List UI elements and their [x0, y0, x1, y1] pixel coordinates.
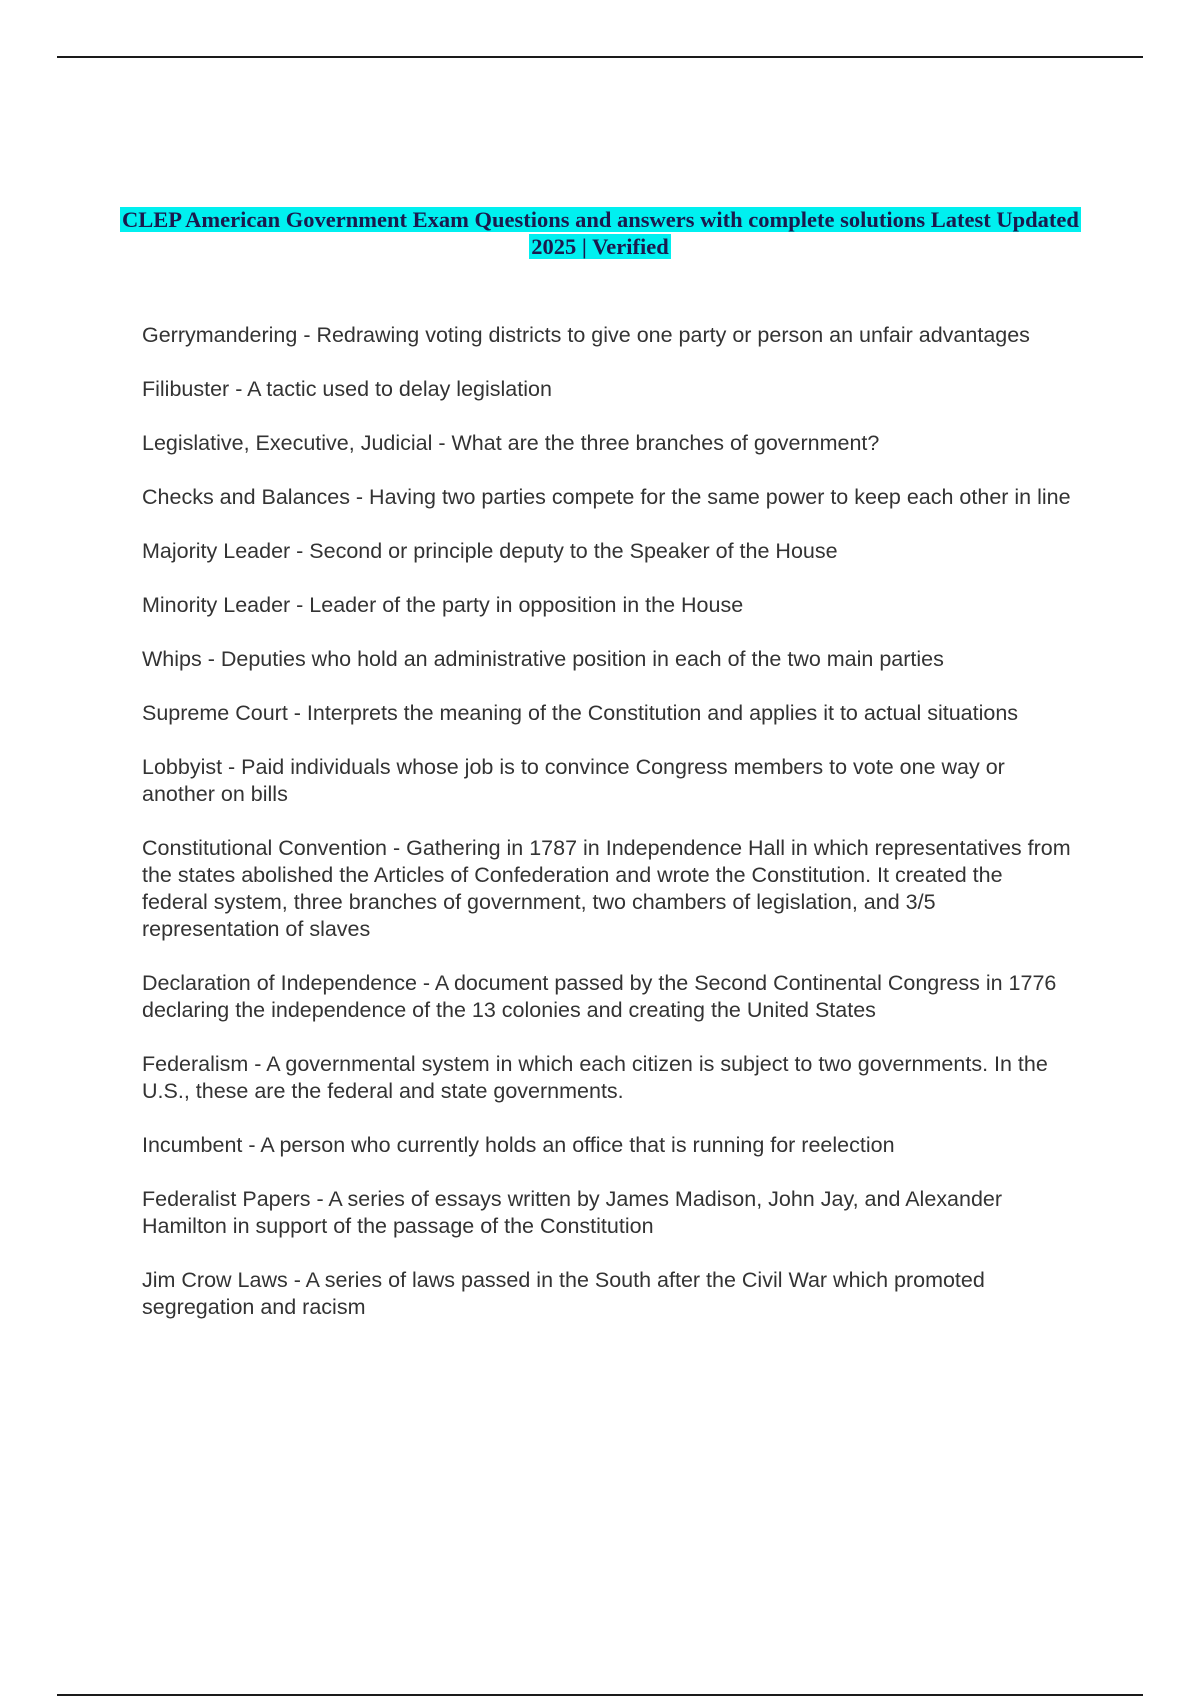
- list-item: Minority Leader - Leader of the party in opposition in the House: [142, 593, 744, 617]
- list-item: Lobbyist - Paid individuals whose job is to convince Congress members to vote one way or another on bills: [142, 755, 1005, 806]
- list-item: Federalist Papers - A series of essays written by James Madison, John Jay, and Alexander Hamilton in support of the passage of the Constitution: [142, 1187, 1003, 1238]
- list-item: Legislative, Executive, Judicial - What are the three branches of government?: [142, 431, 880, 455]
- list-item: Supreme Court - Interprets the meaning of the Constitution and applies it to actual situations: [142, 701, 1019, 725]
- top-rule: [57, 56, 1143, 58]
- list-item: Jim Crow Laws - A series of laws passed in the South after the Civil War which promoted segregation and racism: [142, 1268, 985, 1319]
- list-item: Declaration of Independence - A document passed by the Second Continental Congress in 1776 declaring the independence of the 13 colonies and creating the United States: [142, 971, 1057, 1022]
- list-item: Whips - Deputies who hold an administrative position in each of the two main parties: [142, 647, 944, 671]
- list-item: Gerrymandering - Redrawing voting districts to give one party or person an unfair advantages: [142, 323, 1030, 347]
- bottom-rule: [57, 1694, 1143, 1696]
- list-item: Incumbent - A person who currently holds an office that is running for reelection: [142, 1133, 895, 1157]
- list-item: Filibuster - A tactic used to delay legislation: [142, 377, 552, 401]
- list-item: Checks and Balances - Having two parties compete for the same power to keep each other in line: [142, 485, 1071, 509]
- list-item: Constitutional Convention - Gathering in 1787 in Independence Hall in which representatives from the states abolished the Articles of Confederation and wrote the Constitution. It created the federal system, three branches of government, two chambers of legislation, and 3/5 representation of slaves: [142, 836, 1071, 941]
- list-item: Majority Leader - Second or principle deputy to the Speaker of the House: [142, 539, 838, 563]
- entry-list: [142, 322, 1072, 1348]
- document-title-text: CLEP American Government Exam Questions and answers with complete solutions Latest Updated 2025 | Verified: [122, 207, 1079, 259]
- document-title: [120, 206, 1080, 260]
- list-item: Federalism - A governmental system in which each citizen is subject to two governments. In the U.S., these are the federal and state governments.: [142, 1052, 1048, 1103]
